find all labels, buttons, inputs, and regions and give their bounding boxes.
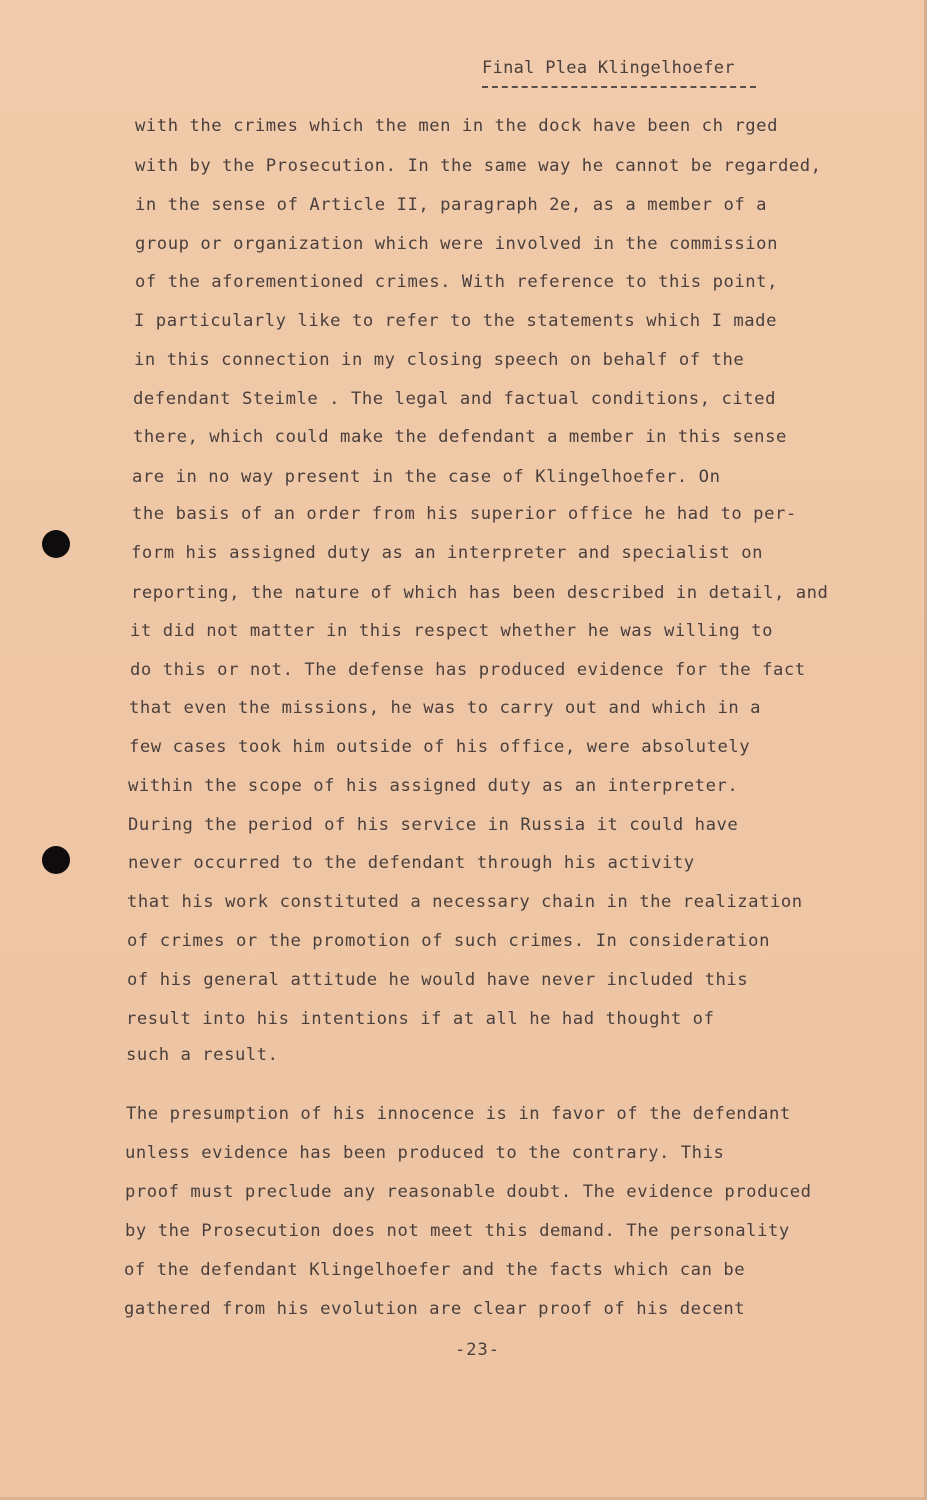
- body-line: in this connection in my closing speech on behalf of the: [134, 350, 745, 370]
- page-number: -23-: [455, 1340, 500, 1360]
- body-line: the basis of an order from his superior office he had to per-: [132, 504, 797, 524]
- body-line: I particularly like to refer to the statements which I made: [134, 311, 777, 331]
- body-line: of the aforementioned crimes. With reference to this point,: [135, 272, 778, 292]
- body-line: that even the missions, he was to carry out and which in a: [129, 698, 762, 718]
- body-line: never occurred to the defendant through his activity: [128, 853, 695, 873]
- body-line: group or organization which were involved in the commission: [135, 234, 778, 254]
- body-line: it did not matter in this respect whether he was willing to: [130, 621, 773, 641]
- body-line: reporting, the nature of which has been described in detail, and: [131, 583, 829, 603]
- body-line: few cases took him outside of his office, were absolutely: [129, 737, 751, 757]
- body-line: of the defendant Klingelhoefer and the facts which can be: [124, 1260, 746, 1280]
- punch-hole-top: [42, 530, 70, 558]
- body-line: result into his intentions if at all he had thought of: [126, 1009, 715, 1029]
- body-line: proof must preclude any reasonable doubt. The evidence produced: [125, 1182, 812, 1202]
- body-line: by the Prosecution does not meet this demand. The personality: [125, 1221, 790, 1241]
- body-line: unless evidence has been produced to the contrary. This: [125, 1143, 725, 1163]
- body-line: are in no way present in the case of Klingelhoefer. On: [132, 467, 721, 487]
- body-line: defendant Steimle . The legal and factual conditions, cited: [133, 389, 776, 409]
- body-line: During the period of his service in Russia it could have: [128, 815, 739, 835]
- body-line: with by the Prosecution. In the same way he cannot be regarded,: [135, 156, 822, 176]
- body-line: that his work constituted a necessary chain in the realization: [127, 892, 803, 912]
- body-line: do this or not. The defense has produced evidence for the fact: [130, 660, 806, 680]
- body-line: form his assigned duty as an interpreter and specialist on: [131, 543, 764, 563]
- body-line: with the crimes which the men in the dock have been ch rged: [135, 116, 778, 136]
- body-line: such a result.: [126, 1045, 279, 1065]
- page-header-title: Final Plea Klingelhoefer: [482, 58, 735, 78]
- body-line: gathered from his evolution are clear proof of his decent: [124, 1299, 746, 1319]
- body-line: of his general attitude he would have never included this: [127, 970, 749, 990]
- punch-hole-bottom: [42, 846, 70, 874]
- body-line: of crimes or the promotion of such crimes. In consideration: [127, 931, 770, 951]
- header-underline: [482, 86, 756, 88]
- body-line: there, which could make the defendant a member in this sense: [133, 427, 787, 447]
- body-line: in the sense of Article II, paragraph 2e, as a member of a: [135, 195, 768, 215]
- body-line: within the scope of his assigned duty as an interpreter.: [128, 776, 739, 796]
- body-line: The presumption of his innocence is in favor of the defendant: [126, 1104, 791, 1124]
